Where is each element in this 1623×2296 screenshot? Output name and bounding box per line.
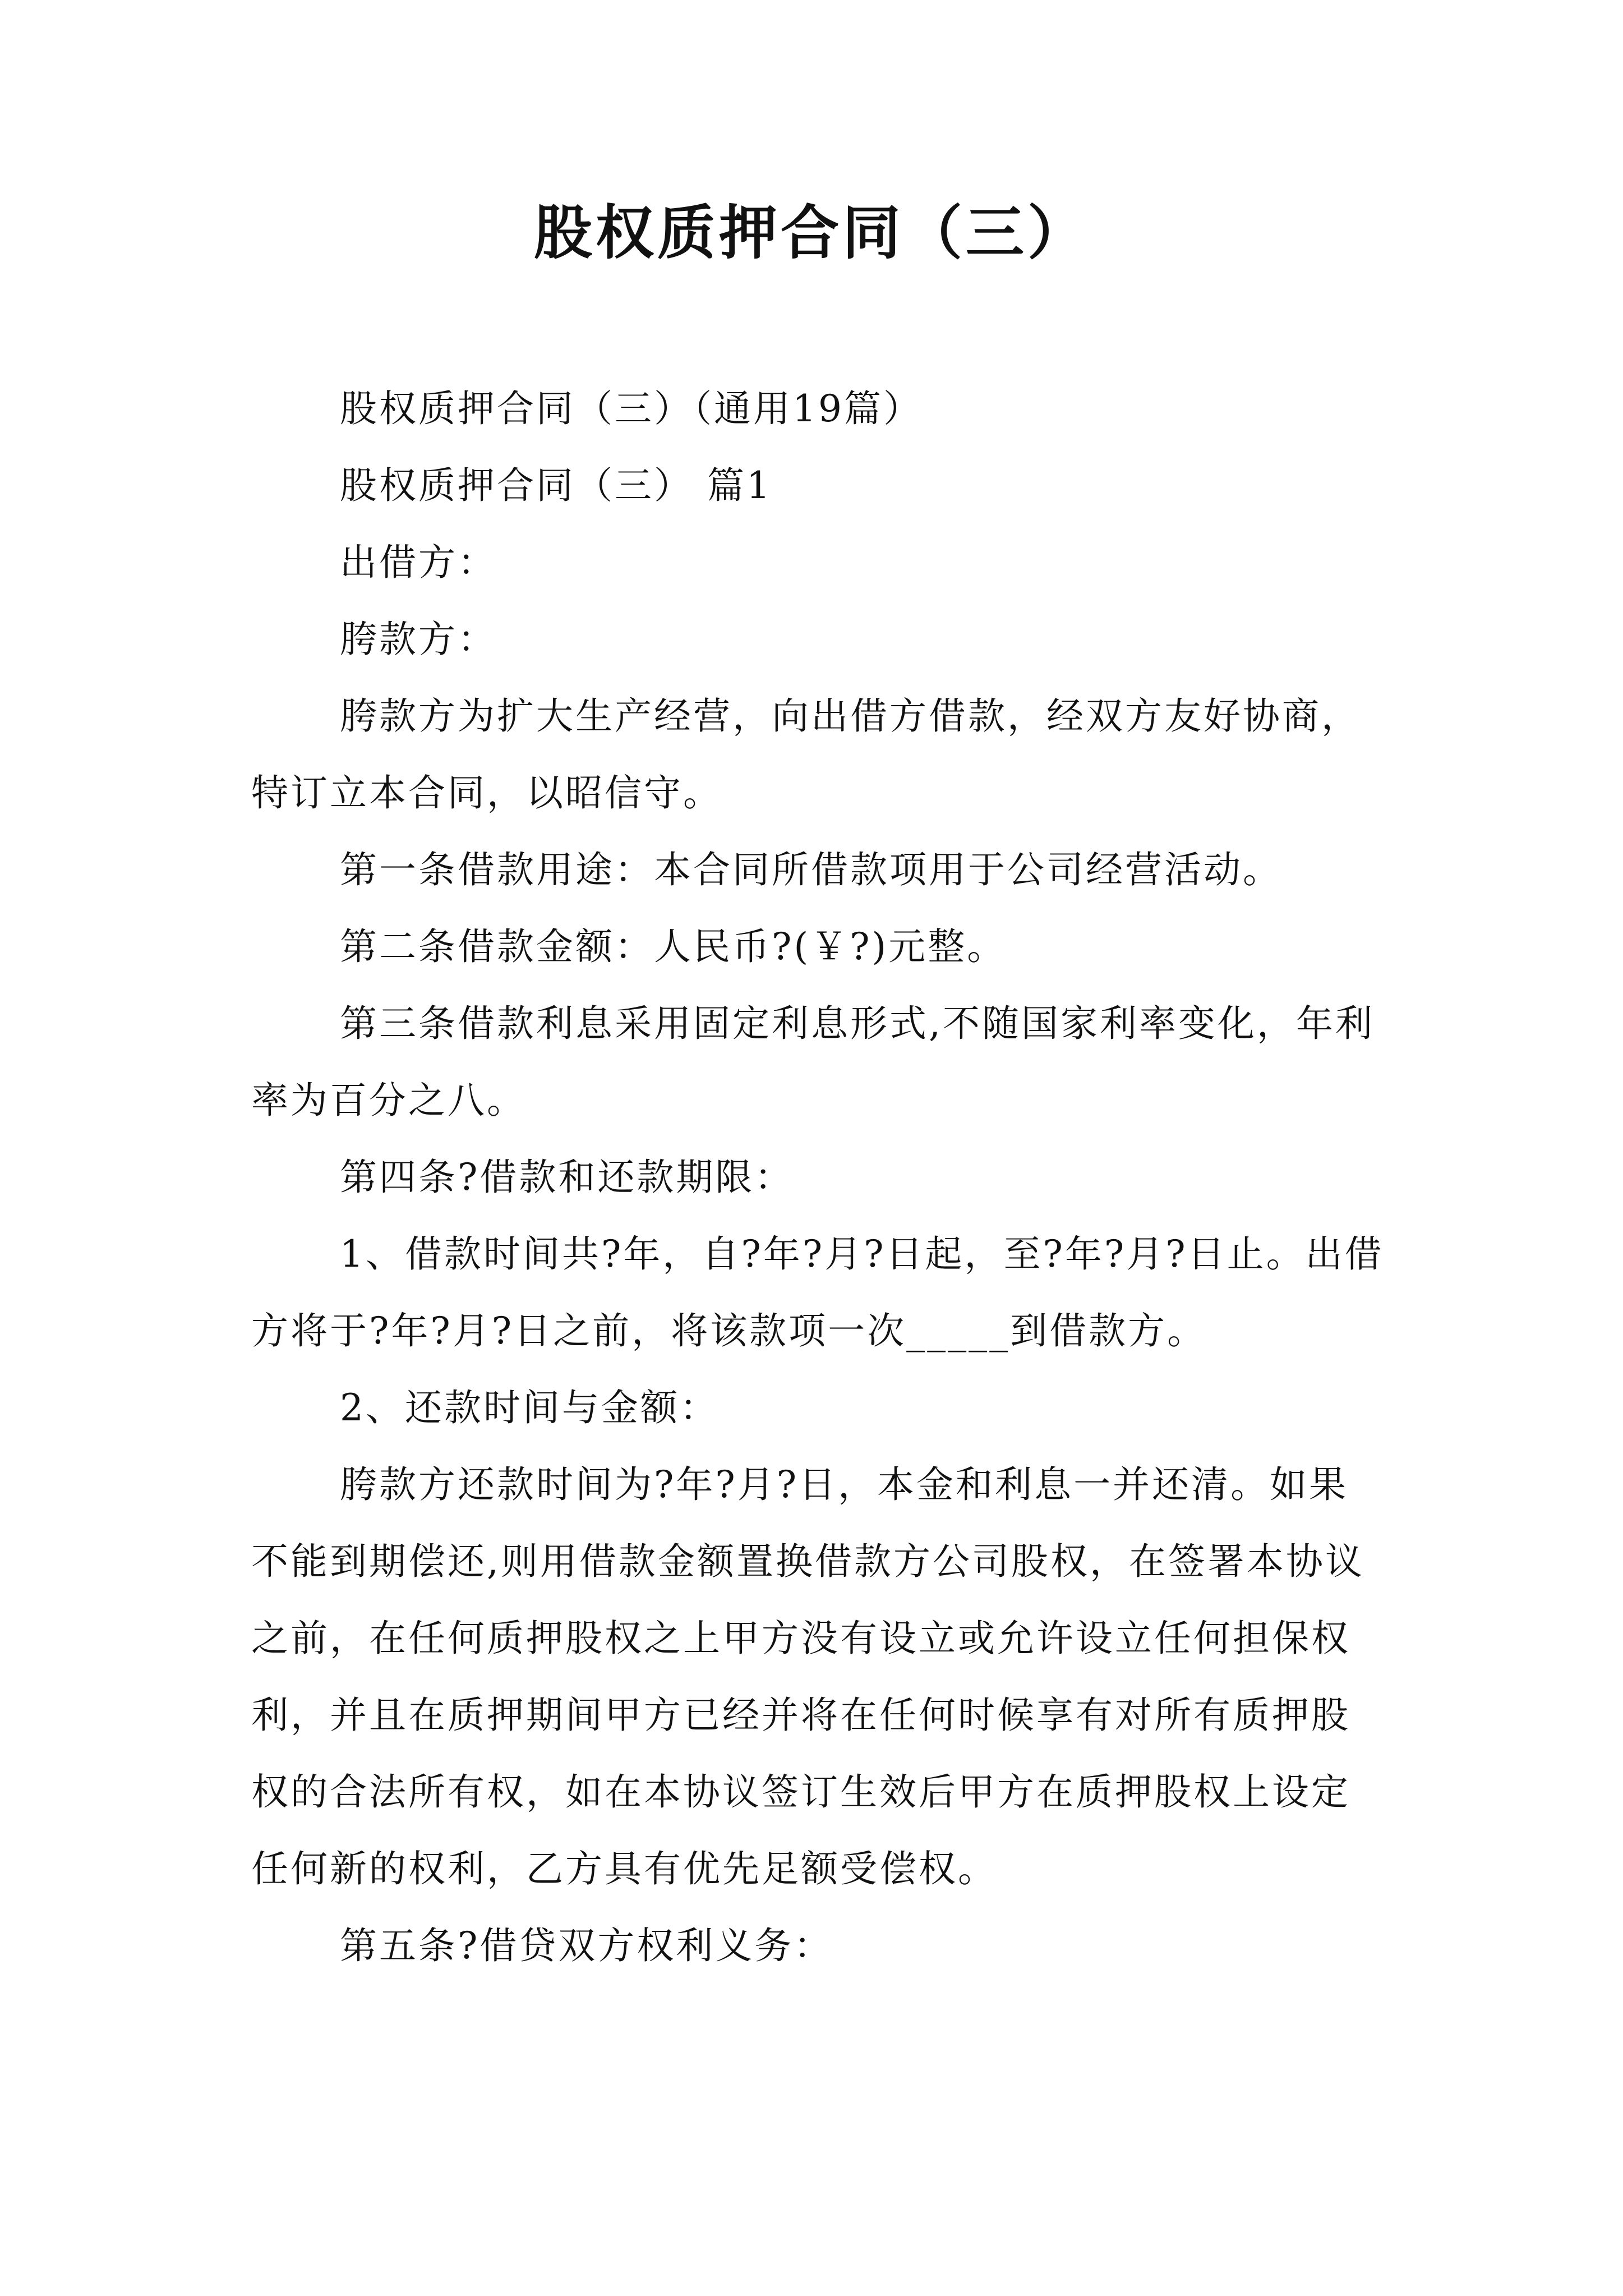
paragraph-article-5: 第五条?借贷双方权利义务： bbox=[340, 1924, 833, 1967]
paragraph-chapter-heading: 股权质押合同（三） 篇1 bbox=[340, 464, 772, 507]
paragraph-article-1: 第一条借款用途：本合同所借款项用于公司经营活动。 bbox=[340, 848, 1282, 891]
paragraph-preamble: 胯款方为扩大生产经营，向出借方借款，经双方友好协商，特订立本合同，以昭信守。 bbox=[251, 694, 1361, 815]
paragraph-lender: 出借方： bbox=[340, 541, 497, 584]
paragraph-subtitle: 股权质押合同（三）（通用19篇） bbox=[340, 387, 923, 430]
paragraph-repayment-terms: 胯款方还款时间为?年?月?日，本金和利息一并还清。如果不能到期偿还,则用借款金额置换借款方公司股权，在签署本协议之前，在任何质押股权之上甲方没有设立或允许设立任何担保权利，并且在质押期间甲方已经并将在任何时候享有对所有质押股权的合法所有权，如在本协议签订生效后甲方在质押股权上设定任何新的权利，乙方具有优先足额受偿权。 bbox=[251, 1463, 1364, 1890]
paragraph-article-4-item-2: 2、还款时间与金额： bbox=[340, 1386, 719, 1429]
paragraph-borrower: 胯款方： bbox=[340, 618, 497, 661]
paragraph-article-4: 第四条?借款和还款期限： bbox=[340, 1156, 794, 1199]
document-body bbox=[251, 370, 1384, 1984]
paragraph-article-3: 第三条借款利息采用固定利息形式,不随国家利率变化，年利率为百分之八。 bbox=[251, 1002, 1375, 1122]
paragraph-article-2: 第二条借款金额：人民币?(￥?)元整。 bbox=[340, 925, 1007, 968]
document-title: 股权质押合同（三） bbox=[533, 199, 1089, 267]
paragraph-article-4-item-1: 1、借款时间共?年，自?年?月?日起，至?年?月?日止。出借方将于?年?月?日之前，将该款项一次_____到借款方。 bbox=[251, 1232, 1384, 1352]
